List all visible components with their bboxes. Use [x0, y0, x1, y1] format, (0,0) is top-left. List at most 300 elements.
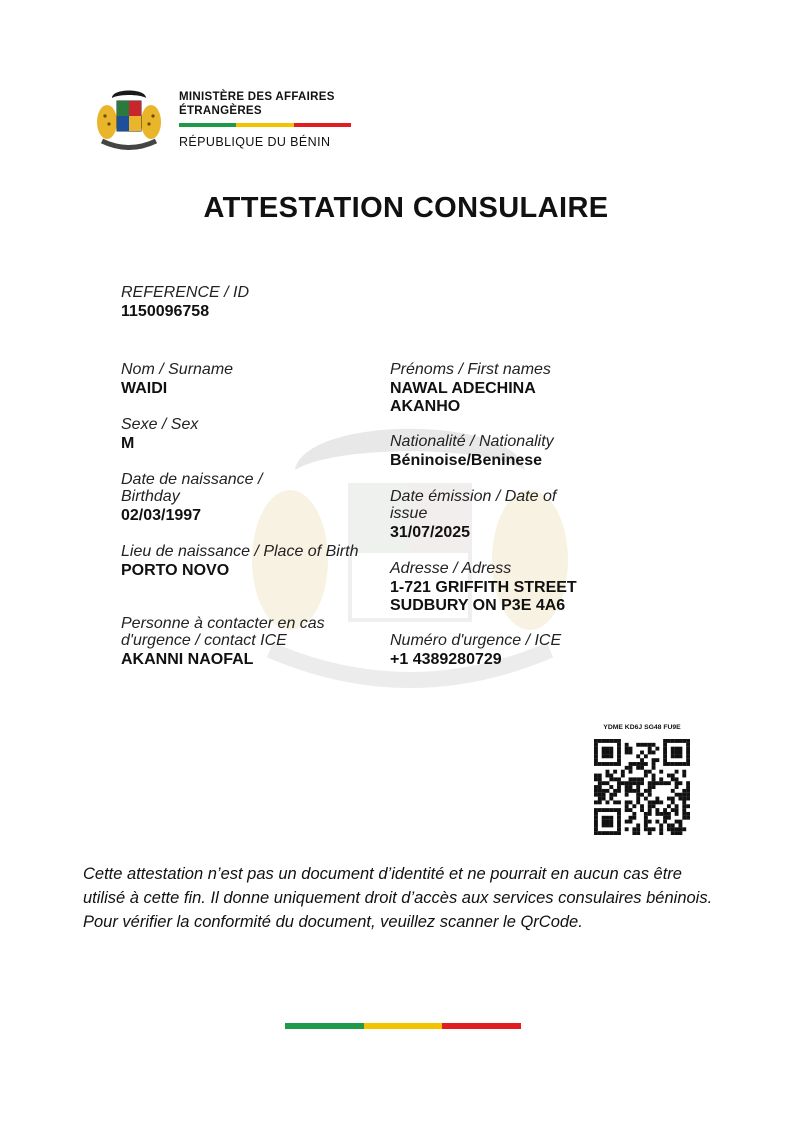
qr-module	[621, 770, 625, 774]
qr-module	[678, 751, 682, 755]
qr-module	[686, 747, 690, 751]
qr-block	[592, 724, 692, 835]
qr-module	[625, 820, 629, 824]
qr-module	[648, 804, 652, 808]
qr-module	[663, 758, 667, 762]
qr-module	[682, 770, 686, 774]
qr-module	[606, 781, 610, 785]
qr-module	[663, 781, 667, 785]
field-label: Sexe / Sex	[121, 416, 199, 433]
field-value: 02/03/1997	[121, 507, 202, 524]
qr-module	[675, 831, 679, 835]
ministry-name-line-1: MINISTÈRE DES AFFAIRES	[179, 91, 335, 103]
qr-module	[663, 808, 667, 812]
qr-module	[598, 762, 602, 766]
qr-module	[678, 793, 682, 797]
qr-module	[594, 823, 598, 827]
qr-module	[682, 739, 686, 743]
qr-module	[602, 797, 606, 801]
qr-module	[606, 774, 610, 778]
qr-module	[678, 739, 682, 743]
qr-module	[598, 789, 602, 793]
qr-module	[636, 754, 640, 758]
qr-module	[671, 827, 675, 831]
qr-module	[594, 793, 598, 797]
qr-module	[667, 774, 671, 778]
qr-module	[625, 781, 629, 785]
flag-red	[294, 123, 351, 127]
qr-module	[640, 758, 644, 762]
qr-module	[613, 770, 617, 774]
qr-module	[644, 812, 648, 816]
qr-module	[678, 827, 682, 831]
qr-module	[640, 766, 644, 770]
qr-module	[606, 739, 610, 743]
qr-module	[598, 781, 602, 785]
qr-module	[629, 800, 633, 804]
qr-module	[625, 743, 629, 747]
qr-module	[602, 793, 606, 797]
qr-module	[686, 739, 690, 743]
qr-module	[598, 774, 602, 778]
qr-module	[678, 754, 682, 758]
qr-module	[594, 754, 598, 758]
qr-module	[625, 800, 629, 804]
qr-module	[671, 800, 675, 804]
qr-module	[659, 812, 663, 816]
qr-module	[675, 804, 679, 808]
qr-module	[636, 766, 640, 770]
qr-module	[602, 831, 606, 835]
qr-module	[675, 751, 679, 755]
qr-module	[598, 793, 602, 797]
qr-module	[652, 804, 656, 808]
qr-module	[609, 808, 613, 812]
qr-module	[617, 754, 621, 758]
qr-module	[617, 758, 621, 762]
first-names-field	[390, 361, 590, 416]
qr-module	[663, 816, 667, 820]
qr-module	[686, 743, 690, 747]
field-label: Nom / Surname	[121, 361, 234, 378]
qr-module	[686, 804, 690, 808]
qr-module	[613, 831, 617, 835]
qr-module	[594, 789, 598, 793]
qr-module	[613, 793, 617, 797]
qr-module	[606, 754, 610, 758]
qr-module	[686, 816, 690, 820]
sex-field	[121, 416, 371, 453]
qr-module	[667, 804, 671, 808]
qr-module	[659, 831, 663, 835]
qr-module	[652, 743, 656, 747]
qr-module	[659, 827, 663, 831]
qr-module	[655, 808, 659, 812]
qr-module	[632, 789, 636, 793]
qr-module	[671, 747, 675, 751]
qr-module	[678, 820, 682, 824]
qr-module	[671, 751, 675, 755]
qr-module	[644, 797, 648, 801]
qr-module	[594, 758, 598, 762]
qr-module	[609, 820, 613, 824]
qr-module	[613, 808, 617, 812]
field-value: Béninoise/Beninese	[390, 452, 543, 469]
qr-module	[648, 827, 652, 831]
qr-module	[644, 770, 648, 774]
qr-module	[667, 812, 671, 816]
field-value: 1-721 GRIFFITH STREET SUDBURY ON P3E 4A6	[390, 579, 577, 614]
field-label: Date émission / Date of issue	[390, 488, 557, 522]
qr-module	[632, 827, 636, 831]
qr-module	[606, 823, 610, 827]
qr-module	[609, 739, 613, 743]
qr-module	[602, 816, 606, 820]
qr-module	[675, 793, 679, 797]
field-value: 31/07/2025	[390, 524, 471, 541]
qr-module	[609, 831, 613, 835]
qr-module	[644, 743, 648, 747]
qr-module	[632, 831, 636, 835]
qr-module	[617, 789, 621, 793]
qr-module	[602, 751, 606, 755]
qr-module	[606, 789, 610, 793]
qr-module	[686, 797, 690, 801]
qr-module	[629, 785, 633, 789]
qr-module	[655, 758, 659, 762]
field-value: AKANNI NAOFAL	[121, 651, 254, 668]
field-label: Adresse / Adress	[390, 560, 512, 577]
qr-module	[675, 781, 679, 785]
qr-module	[613, 777, 617, 781]
field-value: M	[121, 435, 135, 452]
qr-module	[625, 827, 629, 831]
disclaimer-text: Cette attestation n’est pas un document d’identité et ne pourrait en aucun cas être utilisé à cette fin. Il donne uniquement droit d’accès aux services consulaires béninois. Pour vérifier la conformité du document, veuillez scanner le QrCode.	[83, 865, 713, 931]
qr-module	[594, 743, 598, 747]
qr-module	[598, 777, 602, 781]
qr-module	[675, 785, 679, 789]
qr-module	[629, 770, 633, 774]
qr-module	[606, 820, 610, 824]
qr-module	[636, 789, 640, 793]
reference-value: 1150096758	[121, 303, 210, 320]
qr-module	[663, 812, 667, 816]
qr-module	[667, 739, 671, 743]
qr-module	[606, 747, 610, 751]
qr-module	[682, 774, 686, 778]
qr-module	[606, 762, 610, 766]
qr-module	[617, 785, 621, 789]
qr-module	[671, 777, 675, 781]
qr-module	[652, 758, 656, 762]
qr-module	[617, 816, 621, 820]
qr-module	[686, 812, 690, 816]
qr-verification-code: YDME KD6J SG48 FU9E	[603, 724, 681, 731]
qr-module	[598, 739, 602, 743]
qr-module	[686, 785, 690, 789]
qr-module	[609, 777, 613, 781]
qr-module	[644, 816, 648, 820]
qr-module	[594, 751, 598, 755]
qr-module	[632, 812, 636, 816]
field-label: Date de naissance / Birthday	[121, 471, 263, 505]
qr-module	[655, 781, 659, 785]
document-title: ATTESTATION CONSULAIRE	[203, 192, 609, 224]
qr-module	[648, 785, 652, 789]
qr-module	[655, 747, 659, 751]
footer-flag-red	[442, 1023, 521, 1029]
qr-module	[594, 812, 598, 816]
qr-module	[617, 823, 621, 827]
qr-module	[686, 762, 690, 766]
qr-module	[609, 754, 613, 758]
qr-module	[667, 797, 671, 801]
qr-module	[636, 777, 640, 781]
qr-module	[606, 800, 610, 804]
qr-module	[671, 754, 675, 758]
qr-module	[636, 762, 640, 766]
field-label: Prénoms / First names	[390, 361, 551, 378]
qr-module	[671, 797, 675, 801]
qr-module	[659, 800, 663, 804]
qr-module	[682, 793, 686, 797]
birthplace-field	[121, 543, 366, 580]
qr-module	[629, 808, 633, 812]
qr-module	[644, 823, 648, 827]
qr-module	[686, 781, 690, 785]
qr-module	[594, 820, 598, 824]
qr-module	[594, 739, 598, 743]
qr-module	[675, 827, 679, 831]
qr-module	[659, 781, 663, 785]
field-label: Numéro d'urgence / ICE	[390, 632, 562, 649]
qr-module	[613, 762, 617, 766]
qr-module	[629, 789, 633, 793]
qr-module	[652, 762, 656, 766]
qr-module	[675, 820, 679, 824]
qr-module	[678, 747, 682, 751]
qr-module	[636, 781, 640, 785]
flag-green	[179, 123, 236, 127]
qr-module	[613, 789, 617, 793]
qr-module	[686, 758, 690, 762]
qr-module	[617, 751, 621, 755]
qr-module	[652, 766, 656, 770]
qr-module	[609, 793, 613, 797]
qr-module	[632, 777, 636, 781]
qr-module	[609, 751, 613, 755]
qr-module	[598, 785, 602, 789]
qr-module	[675, 812, 679, 816]
qr-module	[640, 793, 644, 797]
reference-field	[121, 284, 371, 321]
qr-module	[648, 812, 652, 816]
qr-module	[659, 777, 663, 781]
qr-module	[629, 820, 633, 824]
qr-module	[602, 781, 606, 785]
qr-module	[609, 747, 613, 751]
qr-module	[640, 743, 644, 747]
qr-module	[617, 827, 621, 831]
qr-module	[648, 789, 652, 793]
qr-module	[602, 754, 606, 758]
qr-module	[678, 781, 682, 785]
qr-module	[594, 831, 598, 835]
qr-module	[667, 781, 671, 785]
qr-module	[636, 831, 640, 835]
qr-module	[636, 797, 640, 801]
qr-module	[663, 751, 667, 755]
qr-module	[594, 762, 598, 766]
qr-module	[629, 747, 633, 751]
qr-module	[632, 816, 636, 820]
qr-module	[655, 820, 659, 824]
qr-module	[671, 774, 675, 778]
coat-of-arms-icon	[92, 84, 166, 158]
qr-module	[606, 751, 610, 755]
qr-module	[617, 739, 621, 743]
ministry-header	[92, 84, 362, 160]
field-value: NAWAL ADECHINA AKANHO	[390, 380, 536, 415]
qr-module	[613, 739, 617, 743]
qr-module	[663, 762, 667, 766]
qr-module	[652, 781, 656, 785]
qr-module	[686, 793, 690, 797]
qr-module	[602, 808, 606, 812]
qr-module	[667, 827, 671, 831]
qr-module	[682, 804, 686, 808]
emergency-contact-field	[121, 615, 371, 669]
qr-module	[629, 762, 633, 766]
qr-module	[652, 777, 656, 781]
qr-module	[594, 800, 598, 804]
qr-module	[648, 743, 652, 747]
qr-module	[625, 747, 629, 751]
qr-module	[671, 831, 675, 835]
issue-date-field	[390, 488, 595, 542]
qr-module	[625, 785, 629, 789]
qr-module	[675, 754, 679, 758]
reference-label: REFERENCE / ID	[121, 284, 250, 301]
qr-module	[606, 770, 610, 774]
qr-module	[598, 797, 602, 801]
republic-name: RÉPUBLIQUE DU BÉNIN	[179, 135, 331, 149]
qr-module	[598, 808, 602, 812]
qr-module	[652, 827, 656, 831]
qr-module	[644, 754, 648, 758]
qr-module	[663, 754, 667, 758]
qr-module	[602, 747, 606, 751]
qr-module	[648, 747, 652, 751]
qr-module	[625, 793, 629, 797]
qr-module	[617, 762, 621, 766]
qr-module	[659, 823, 663, 827]
qr-module	[671, 789, 675, 793]
qr-module	[644, 827, 648, 831]
qr-module	[606, 831, 610, 835]
nationality-field	[390, 433, 620, 470]
qr-module	[617, 831, 621, 835]
qr-module	[594, 808, 598, 812]
qr-module	[663, 820, 667, 824]
qr-module	[678, 823, 682, 827]
qr-module	[640, 781, 644, 785]
qr-module	[644, 789, 648, 793]
qr-module	[609, 774, 613, 778]
qr-module	[682, 800, 686, 804]
qr-module	[671, 823, 675, 827]
qr-module	[686, 754, 690, 758]
field-value: +1 4389280729	[390, 651, 502, 668]
qr-module	[636, 785, 640, 789]
qr-module	[613, 800, 617, 804]
qr-module	[648, 751, 652, 755]
qr-module	[640, 808, 644, 812]
qr-module	[682, 816, 686, 820]
qr-module	[652, 800, 656, 804]
qr-module	[652, 785, 656, 789]
qr-module	[617, 777, 621, 781]
ministry-name-line-2: ÉTRANGÈRES	[179, 105, 262, 117]
qr-module	[682, 827, 686, 831]
qr-module	[648, 800, 652, 804]
qr-module	[621, 774, 625, 778]
qr-module	[671, 808, 675, 812]
qr-code-icon[interactable]	[594, 739, 690, 835]
qr-module	[663, 743, 667, 747]
field-value: PORTO NOVO	[121, 562, 230, 579]
qr-module	[682, 808, 686, 812]
qr-module	[632, 781, 636, 785]
qr-module	[640, 751, 644, 755]
qr-module	[675, 808, 679, 812]
qr-module	[648, 808, 652, 812]
qr-module	[609, 823, 613, 827]
qr-module	[675, 770, 679, 774]
qr-module	[636, 823, 640, 827]
qr-module	[606, 808, 610, 812]
qr-module	[594, 774, 598, 778]
qr-module	[652, 751, 656, 755]
qr-module	[609, 797, 613, 801]
qr-module	[617, 812, 621, 816]
qr-module	[678, 797, 682, 801]
footer-flag-stripe	[285, 1023, 521, 1029]
qr-module	[609, 762, 613, 766]
qr-module	[629, 816, 633, 820]
qr-module	[678, 762, 682, 766]
qr-module	[598, 800, 602, 804]
qr-module	[594, 785, 598, 789]
qr-module	[663, 747, 667, 751]
qr-module	[682, 762, 686, 766]
qr-module	[648, 781, 652, 785]
qr-module	[640, 804, 644, 808]
qr-module	[663, 739, 667, 743]
qr-module	[686, 789, 690, 793]
qr-module	[671, 762, 675, 766]
qr-module	[617, 743, 621, 747]
qr-module	[617, 747, 621, 751]
qr-module	[678, 831, 682, 835]
qr-module	[602, 823, 606, 827]
qr-module	[625, 808, 629, 812]
qr-module	[625, 789, 629, 793]
qr-module	[682, 797, 686, 801]
qr-module	[606, 816, 610, 820]
flag-yellow	[236, 123, 293, 127]
qr-module	[594, 777, 598, 781]
